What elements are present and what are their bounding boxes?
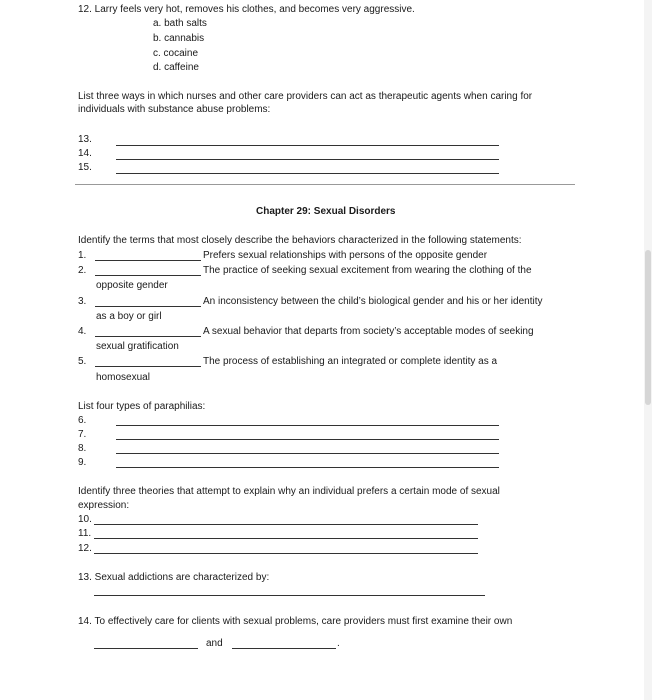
q14-end-mark: . bbox=[337, 638, 340, 649]
chapter-title: Chapter 29: Sexual Disorders bbox=[256, 206, 396, 217]
answer-blank-q14-second[interactable] bbox=[232, 648, 336, 649]
term-5-number: 5. bbox=[78, 356, 87, 367]
answer-blank-q14-first[interactable] bbox=[94, 648, 198, 649]
q12-option-d: d. caffeine bbox=[153, 62, 199, 73]
question-14-text: 14. To effectively care for clients with sexual problems, care providers must first examine their own bbox=[78, 616, 513, 627]
answer-line-14[interactable] bbox=[116, 159, 499, 160]
term-3-number: 3. bbox=[78, 296, 87, 307]
item-9-number: 9. bbox=[78, 457, 87, 468]
q12-option-a: a. bath salts bbox=[153, 18, 207, 29]
item-7-number: 7. bbox=[78, 429, 87, 440]
theories-prompt-line1: Identify three theories that attempt to explain why an individual prefers a certain mode of sexual bbox=[78, 486, 500, 497]
term-4-number: 4. bbox=[78, 326, 87, 337]
term-2-continuation: opposite gender bbox=[96, 280, 168, 291]
answer-line-12[interactable] bbox=[94, 553, 478, 554]
item-12-number: 12. bbox=[78, 543, 92, 554]
item-13-number: 13. bbox=[78, 134, 92, 145]
term-1-text: Prefers sexual relationships with persons of the opposite gender bbox=[203, 250, 488, 261]
paraphilias-prompt: List four types of paraphilias: bbox=[78, 401, 206, 412]
q14-connector: and bbox=[206, 638, 223, 649]
therapeutic-prompt-line1: List three ways in which nurses and other care providers can act as therapeutic agents when caring for bbox=[78, 91, 533, 102]
term-5-continuation: homosexual bbox=[96, 372, 150, 383]
item-15-number: 15. bbox=[78, 162, 92, 173]
answer-line-9[interactable] bbox=[116, 467, 499, 468]
answer-line-13[interactable] bbox=[116, 145, 499, 146]
scrollbar-thumb[interactable] bbox=[645, 250, 651, 405]
answer-line-15[interactable] bbox=[116, 173, 499, 174]
item-11-number: 11. bbox=[78, 528, 92, 539]
question-12-stem: 12. Larry feels very hot, removes his clothes, and becomes very aggressive. bbox=[78, 4, 415, 15]
answer-line-7[interactable] bbox=[116, 439, 499, 440]
item-14-number: 14. bbox=[78, 148, 92, 159]
term-2-blank[interactable] bbox=[95, 275, 201, 276]
terms-prompt: Identify the terms that most closely describe the behaviors characterized in the following statements: bbox=[78, 235, 522, 246]
answer-line-11[interactable] bbox=[94, 538, 478, 539]
term-2-number: 2. bbox=[78, 265, 87, 276]
answer-line-6[interactable] bbox=[116, 425, 499, 426]
term-4-text: A sexual behavior that departs from society’s acceptable modes of seeking bbox=[203, 326, 534, 337]
term-5-blank[interactable] bbox=[95, 366, 201, 367]
item-8-number: 8. bbox=[78, 443, 87, 454]
term-3-continuation: as a boy or girl bbox=[96, 311, 162, 322]
term-3-text: An inconsistency between the child’s biological gender and his or her identity bbox=[203, 296, 543, 307]
item-10-number: 10. bbox=[78, 514, 92, 525]
term-4-continuation: sexual gratification bbox=[96, 341, 179, 352]
term-4-blank[interactable] bbox=[95, 336, 201, 337]
theories-prompt-line2: expression: bbox=[78, 500, 130, 511]
section-divider bbox=[75, 184, 575, 185]
q12-option-c: c. cocaine bbox=[153, 48, 199, 59]
answer-line-8[interactable] bbox=[116, 453, 499, 454]
term-1-number: 1. bbox=[78, 250, 87, 261]
term-1-blank[interactable] bbox=[95, 260, 201, 261]
therapeutic-prompt-line2: individuals with substance abuse problems: bbox=[78, 104, 271, 115]
term-3-blank[interactable] bbox=[95, 306, 201, 307]
question-13-text: 13. Sexual addictions are characterized by: bbox=[78, 572, 270, 583]
answer-line-q13[interactable] bbox=[94, 595, 485, 596]
term-5-text: The process of establishing an integrated or complete identity as a bbox=[203, 356, 498, 367]
term-2-text: The practice of seeking sexual excitement from wearing the clothing of the bbox=[203, 265, 532, 276]
item-6-number: 6. bbox=[78, 415, 87, 426]
answer-line-10[interactable] bbox=[94, 524, 478, 525]
q12-option-b: b. cannabis bbox=[153, 33, 205, 44]
